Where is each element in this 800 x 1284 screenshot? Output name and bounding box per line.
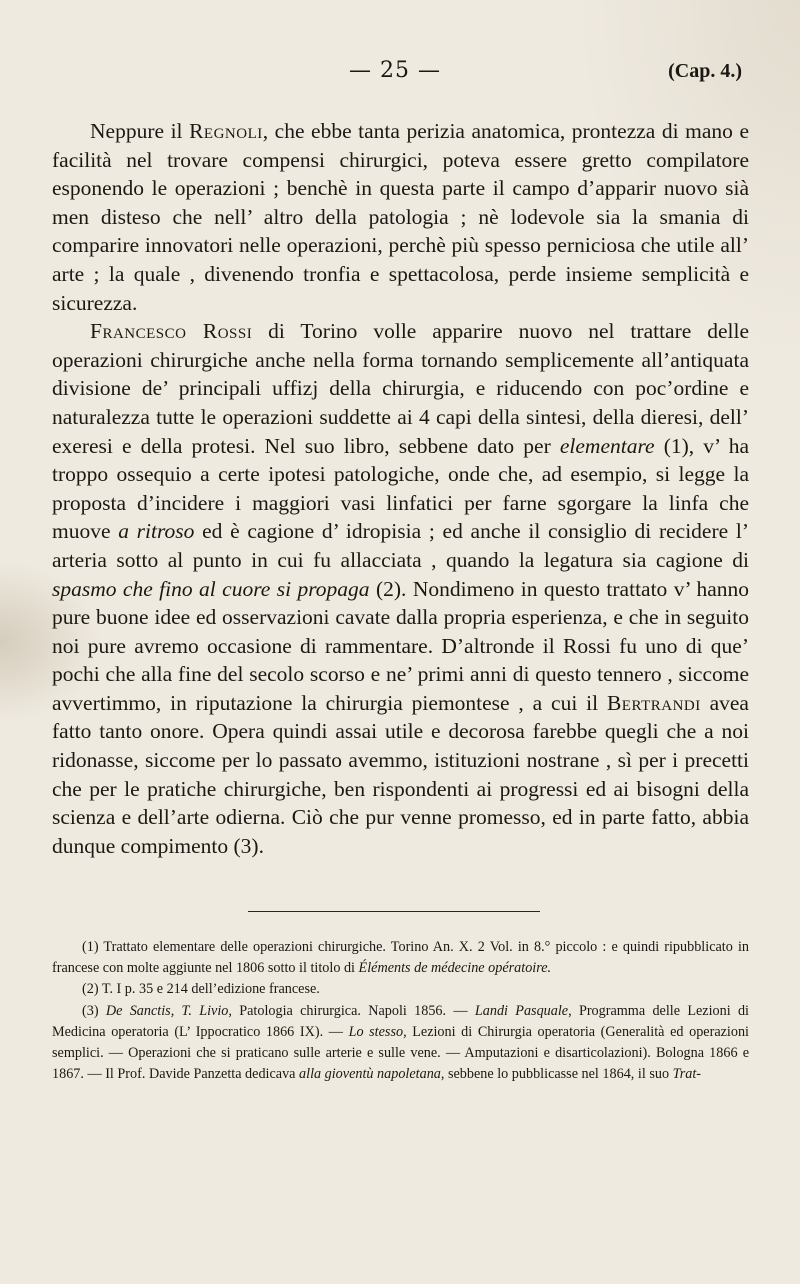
italic-author: Landi Pasquale	[474, 1002, 569, 1019]
paragraph-2	[52, 317, 749, 860]
author-name: Regnoli	[189, 119, 263, 143]
italic-author: De Sanctis, T. Livio,	[105, 1002, 232, 1019]
text-span: Neppure il	[90, 119, 190, 143]
italic-term: elementare	[559, 433, 655, 458]
text-span: di Torino volle apparire nuovo nel trattare delle operazioni chirurgiche anche nella forma tornando semplicemente all’antiquata divisione de’ principali uffizj della chirurgia, e riducendo con poc’ordine e naturalezza tutte le operazioni suddette ai 4 capi della sintesi, della dieresi, dell’ exeresi e della protesi. Nel suo libro, sebbene dato per	[52, 319, 749, 458]
chapter-label: (Cap. 4.)	[668, 60, 742, 82]
text-span: , che ebbe tanta perizia anatomica, prontezza di mano e facilità nel trovare compensi chirurgici, poteva essere gretto compilatore esponendo le operazioni ; benchè in questa parte il campo d’apparir nuovo sià men disteso che nell’ altro della patologia ; nè lodevole sia la smania di comparire innovatori nelle operazioni, perchè più spesso perniciosa che utile all’ arte ; la quale , divenendo tronfia e spettacolosa, perde insieme semplicità e sicurezza.	[52, 119, 749, 315]
text-span: (1) Trattato elementare delle operazioni chirurgiche. Torino An. X. 2 Vol. in 8.° piccolo : e quindi ripubblicato in francese con molte aggiunte nel 1806 sotto il titolo di	[52, 939, 749, 977]
text-span: (3)	[82, 1002, 106, 1019]
italic-phrase: alla gioventù napoletana	[299, 1066, 441, 1083]
italic-author: Lo stesso	[348, 1023, 404, 1040]
text-span: Patologia chirurgica. Napoli 1856. —	[231, 1002, 475, 1019]
text-span: (2). Nondimeno in questo trattato v’ hanno pure buone idee ed osservazioni cavate dalla propria esperienza, e che in seguito noi pure avremo occasione di rammentare. D’altronde il Rossi fu uno di que’ pochi che alla fine del secolo scorso e ne’ primi anni di questo tennero , siccome avvertimmo, in riputazione la chirurgia piemontese , a cui il	[52, 576, 749, 715]
author-name: Francesco Rossi	[90, 319, 253, 344]
text-span: , Lezioni di Chirurgia operatoria (Generalità ed operazioni semplici. — Operazioni che si praticano sulle arterie e sulle vene. — Amputazioni e disarticolazioni). Bologna 1866 e 1867. — Il Prof. Davide Panzetta dedicava	[52, 1023, 749, 1083]
footnote-divider	[248, 911, 540, 912]
footnote-1	[52, 937, 749, 979]
footnote-2	[52, 979, 749, 1000]
text-span: , sebbene lo pubblicasse nel 1864, il suo	[440, 1066, 673, 1083]
footnote-3	[52, 1001, 749, 1086]
text-span: (2) T. I p. 35 e 214 dell’edizione francese.	[82, 981, 320, 998]
text-span: avea fatto tanto onore. Opera quindi assai utile e decorosa farebbe quegli che a noi ridonasse, siccome per lo passato avemmo, istituzioni nostrane , sì per i precetti che per le pratiche chirurgiche, ben rispondenti ai progressi ed ai bisogni della scienza e dell’arte odierna. Ciò che pur venne promesso, ed in parte fatto, abbia dunque compimento (3).	[52, 690, 749, 858]
main-text	[52, 117, 749, 860]
author-name: Bertrandi	[606, 690, 701, 715]
page-number: — 25 —	[349, 58, 441, 83]
italic-title: Trat-	[672, 1066, 701, 1083]
italic-title: Éléments de médecine opératoire.	[358, 960, 552, 977]
page-header	[50, 58, 750, 92]
text-span: , Programma delle Lezioni di Medicina operatoria (L’ Ippocratico 1866 IX). —	[52, 1002, 749, 1040]
paragraph-1	[52, 117, 749, 317]
italic-quote: spasmo che fino al cuore si propaga	[52, 576, 370, 601]
footnotes	[52, 937, 749, 1085]
text-span: ed è cagione d’ idropisia ; ed anche il consiglio di recidere l’ arteria sotto al punto in cui fu allacciata , quando la legatura sia cagione di	[52, 519, 749, 572]
italic-term: a ritroso	[118, 519, 195, 544]
text-span: (1), v’ ha troppo ossequio a certe ipotesi patologiche, onde che, ad esempio, si legge la proposta d’incidere i maggiori vasi linfatici per farne sgorgare la linfa che muove	[52, 433, 749, 544]
